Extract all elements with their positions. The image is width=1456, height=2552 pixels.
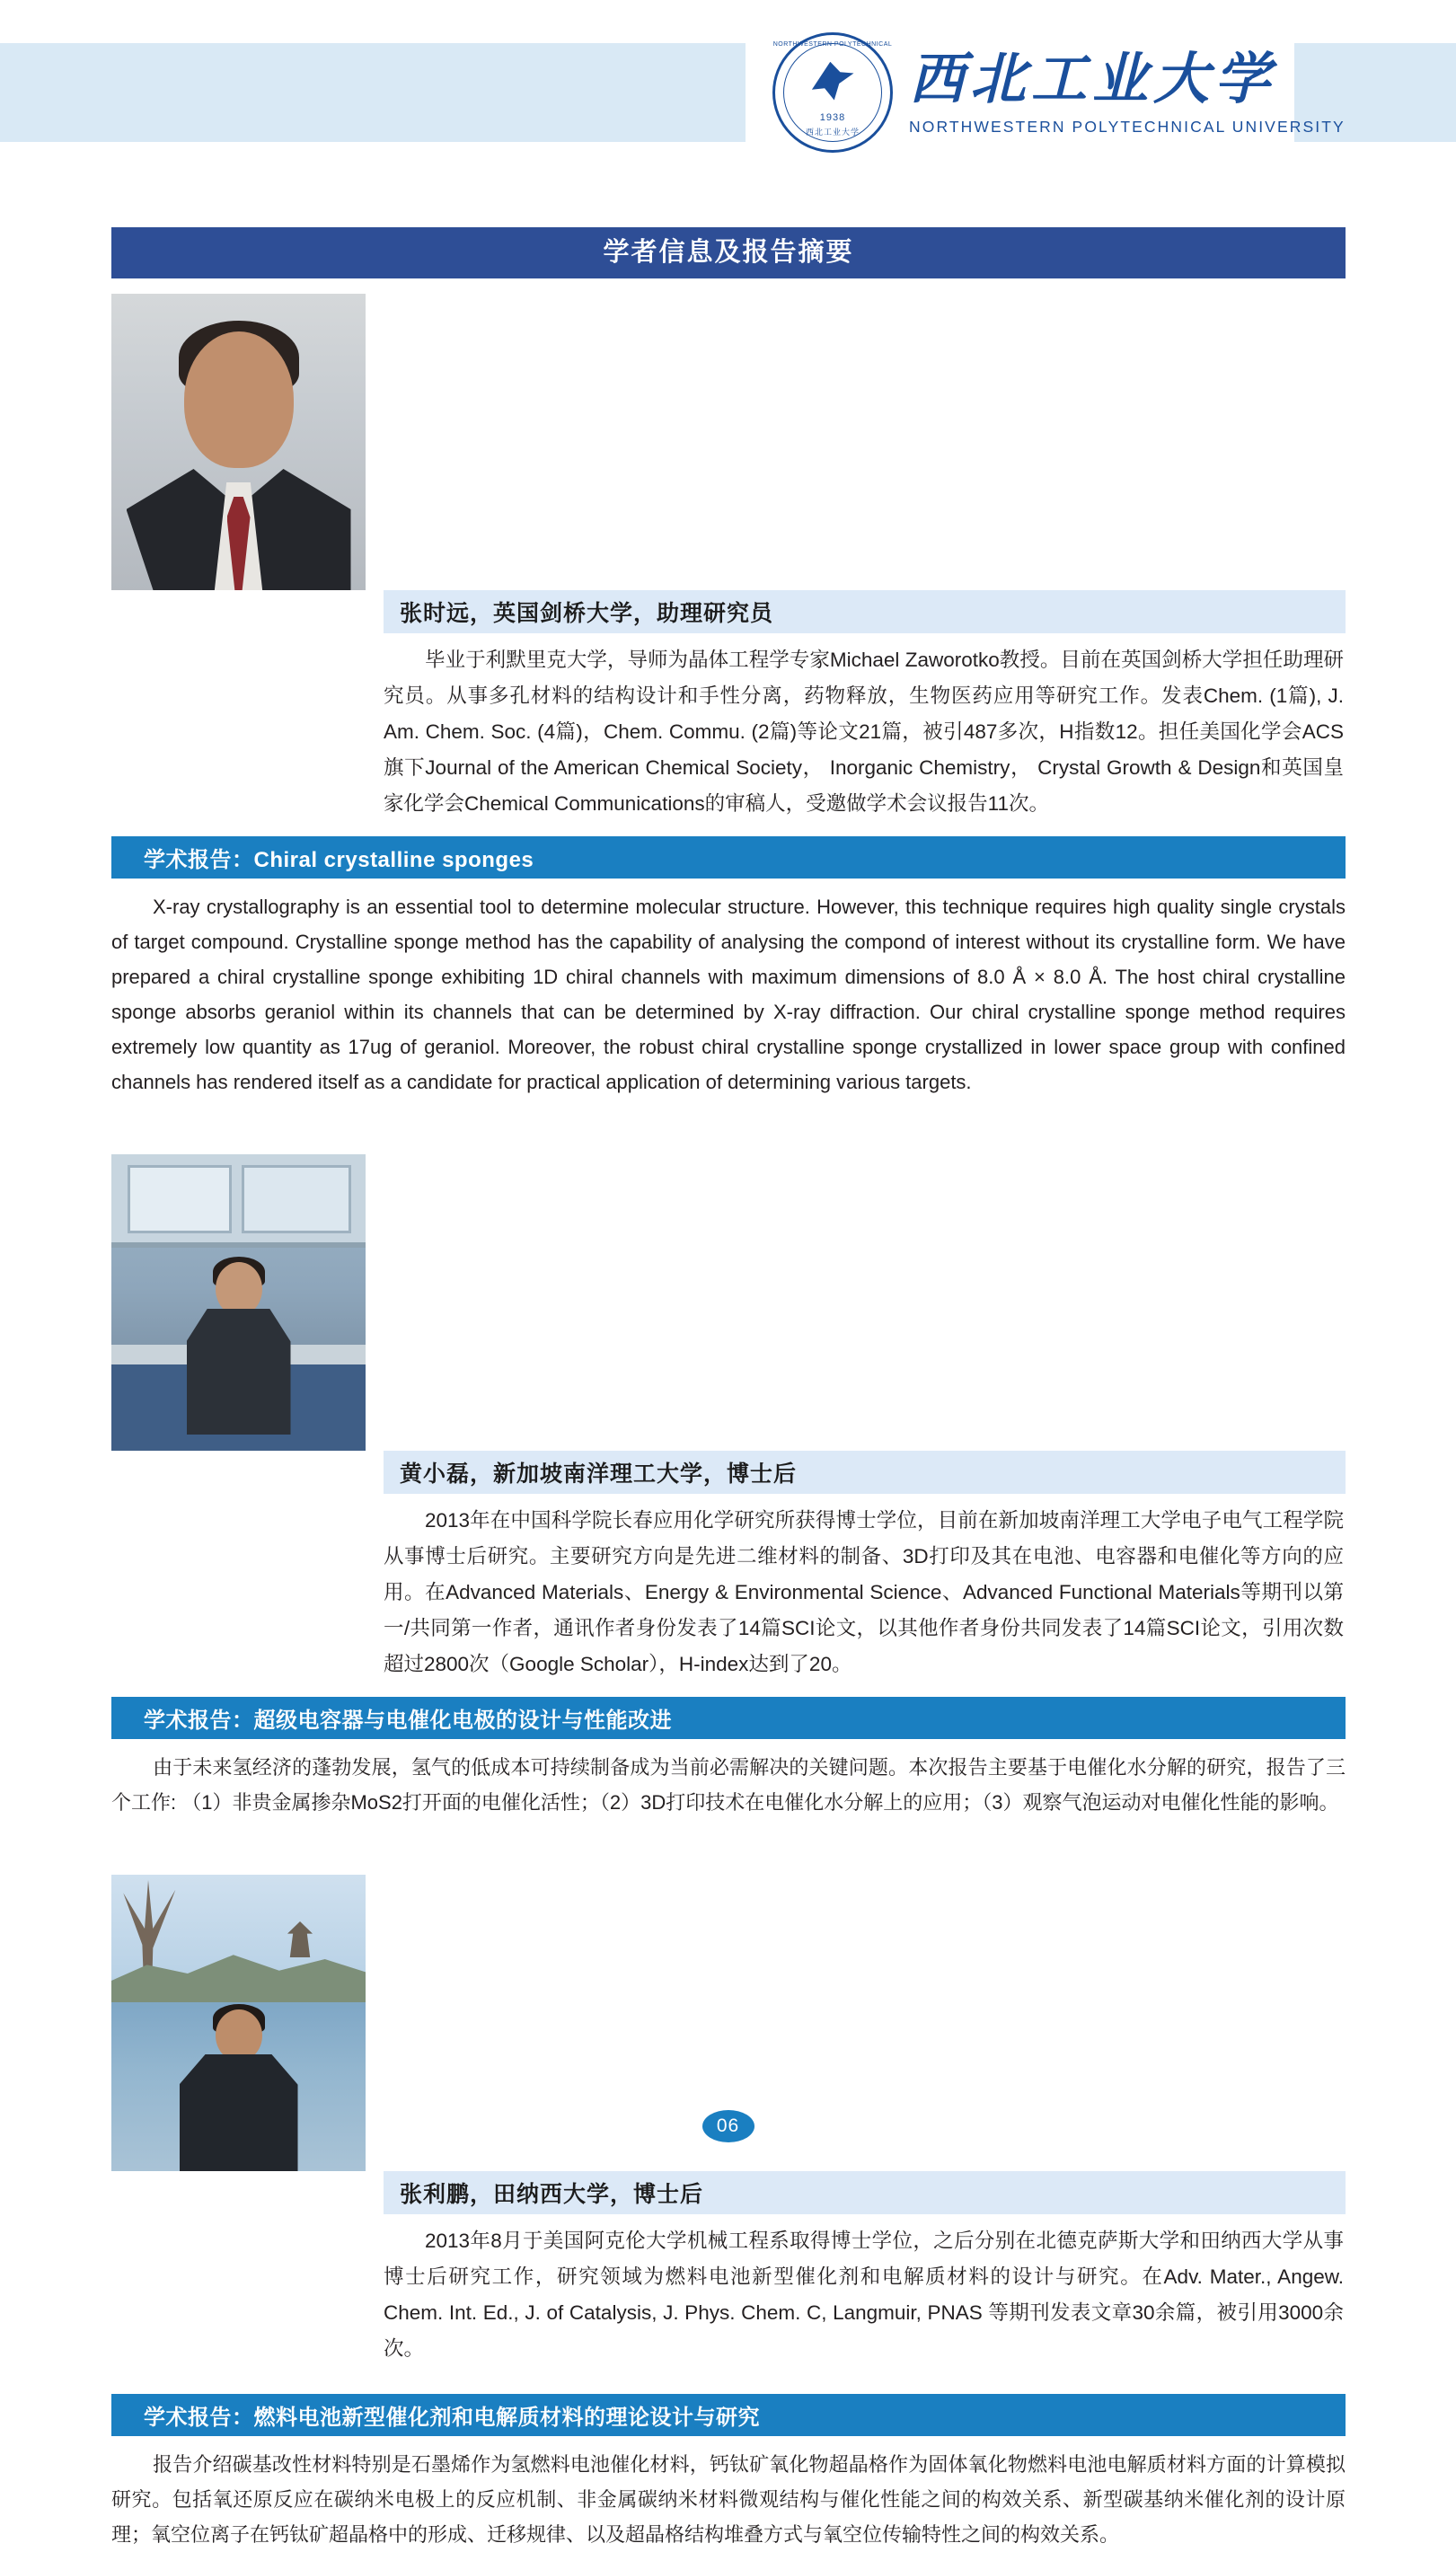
scholar-photo bbox=[111, 1875, 366, 2171]
talk-abstract bbox=[111, 1750, 1346, 1820]
university-name-cn: 西北工业大学 bbox=[909, 49, 1276, 110]
page-number-badge: 06 bbox=[702, 2110, 754, 2142]
portrait-face bbox=[184, 331, 294, 468]
seal-year: 1938 bbox=[819, 112, 846, 123]
scholar-bio-text: 2013年8月于美国阿克伦大学机械工程系取得博士学位，之后分别在北德克萨斯大学和田纳西大学从事博士后研究工作，研究领域为燃料电池新型催化剂和电解质材料的设计与研究。在Adv. Mater., Angew. Chem. Int. Ed., J. of Catalysis, J. Phys. Chem. C, Langmuir, PNAS 等期刊发表文章30余篇，被引用3000余次。 bbox=[384, 2230, 1344, 2360]
talk-abstract-text: 报告介绍碳基改性材料特别是石墨烯作为氢燃料电池催化材料，钙钛矿氧化物超晶格作为固体氧化物燃料电池电解质材料方面的计算模拟研究。包括氧还原反应在碳纳米电极上的反应机制、非金属碳纳米材料微观结构与催化性能之间的构效关系、新型碳基纳米催化剂的设计原理；氧空位离子在钙钛矿超晶格中的形成、迁移规律、以及超晶格结构堆叠方式与氧空位传输特性之间的构效关系。 bbox=[111, 2453, 1346, 2546]
talk-title-bar: 学术报告：超级电容器与电催化电极的设计与性能改进 bbox=[111, 1697, 1346, 1739]
university-logo bbox=[772, 34, 1346, 151]
background-pagoda bbox=[287, 1921, 313, 1957]
page-content bbox=[111, 227, 1346, 2552]
lab-hood-right bbox=[242, 1165, 351, 1233]
portrait-body bbox=[187, 1309, 291, 1435]
scholar-name: 张时远，英国剑桥大学，助理研究员 bbox=[384, 590, 1346, 633]
university-wordmark bbox=[909, 49, 1346, 137]
lab-hood-left bbox=[128, 1165, 232, 1233]
section-title: 学者信息及报告摘要 bbox=[111, 227, 1346, 278]
talk-title-bar: 学术报告：Chiral crystalline sponges bbox=[111, 836, 1346, 879]
scholar-name: 黄小磊，新加坡南洋理工大学，博士后 bbox=[384, 1451, 1346, 1494]
scholar-name: 张利鹏，田纳西大学，博士后 bbox=[384, 2171, 1346, 2214]
talk-abstract-text: X-ray crystallography is an essential tool to determine molecular structure. However, this technique requires high quality single crystals of target compound. Crystalline sponge method has the capability of analysing the compond of interest without its crystalline form. We have prepared a chiral crystalline sponge exhibiting 1D chiral channels with maximum dimensions of 8.0 Å × 8.0 Å. The host chiral crystalline sponge absorbs geraniol within its channels that can be determined by X-ray diffraction. Our chiral crystalline sponge method requires extremely low quantity as 17ug of geraniol. Moreover, the robust chiral crystalline sponge crystallized in lower space group with confined channels has rendered itself as a candidate for practical application of determining various targets. bbox=[111, 896, 1346, 1093]
scholar-body bbox=[384, 2171, 1346, 2367]
scholar-bio bbox=[384, 1503, 1346, 1682]
scholar-body bbox=[384, 1451, 1346, 1682]
header-band-left bbox=[0, 43, 746, 142]
spacer bbox=[111, 1682, 1346, 1697]
scholar-bio bbox=[384, 2223, 1346, 2367]
talk-abstract-text: 由于未来氢经济的蓬勃发展，氢气的低成本可持续制备成为当前必需解决的关键问题。本次报告主要基于电催化水分解的研究，报告了三个工作: （1）非贵金属掺杂MoS2打开面的电催化活性；（2）3D打印技术在电催化水分解上的应用；（3）观察气泡运动对电催化性能的影响。 bbox=[111, 1756, 1346, 1814]
spacer bbox=[111, 1820, 1346, 1859]
seal-top-text: NORTHWESTERN POLYTECHNICAL bbox=[772, 41, 893, 48]
portrait-face bbox=[216, 1262, 262, 1316]
scholar-photo bbox=[111, 1154, 366, 1451]
talk-abstract bbox=[111, 889, 1346, 1099]
talk-title-bar: 学术报告：燃料电池新型催化剂和电解质材料的理论设计与研究 bbox=[111, 2394, 1346, 2436]
seal-cn-text: 西北工业大学 bbox=[805, 128, 860, 137]
talk-abstract bbox=[111, 2447, 1346, 2552]
university-seal-icon bbox=[772, 32, 893, 153]
scholar-bio-text: 毕业于利默里克大学，导师为晶体工程学专家Michael Zaworotko教授。目前在英国剑桥大学担任助理研究员。从事多孔材料的结构设计和手性分离，药物释放，生物医药应用等研究工作。发表Chem. (1篇), J. Am. Chem. Soc. (4篇)，Chem. Commu. (2篇)等论文21篇，被引487多次，H指数12。担任美国化学会ACS旗下Journal of the American Chemical Society， Inorganic Chemistry， Crystal Growth & Design和英国皇家化学会Chemical Communications的审稿人，受邀做学术会议报告11次。 bbox=[384, 649, 1344, 815]
university-name-en: NORTHWESTERN POLYTECHNICAL UNIVERSITY bbox=[909, 118, 1346, 137]
page-header bbox=[0, 0, 1456, 193]
scholar-bio-text: 2013年在中国科学院长春应用化学研究所获得博士学位，目前在新加坡南洋理工大学电子电气工程学院从事博士后研究。主要研究方向是先进二维材料的制备、3D打印及其在电池、电容器和电催化等方向的应用。在Advanced Materials、Energy & Environmental Science、Advanced Functional Materials等期刊以第一/共同第一作者，通讯作者身份发表了14篇SCI论文，以其他作者身份共同发表了14篇SCI论文，引用次数超过2800次（Google Scholar），H-index达到了20。 bbox=[384, 1509, 1344, 1675]
spacer bbox=[111, 1099, 1346, 1139]
scholar-entry bbox=[111, 294, 1346, 822]
scholar-body bbox=[384, 590, 1346, 822]
portrait-body bbox=[180, 2054, 298, 2171]
scholar-photo bbox=[111, 294, 366, 590]
scholar-entry bbox=[111, 1154, 1346, 1682]
scholar-bio bbox=[384, 642, 1346, 822]
spacer bbox=[111, 822, 1346, 836]
portrait-face bbox=[216, 2009, 262, 2062]
seal-bird-icon bbox=[806, 56, 860, 105]
spacer bbox=[111, 2367, 1346, 2394]
